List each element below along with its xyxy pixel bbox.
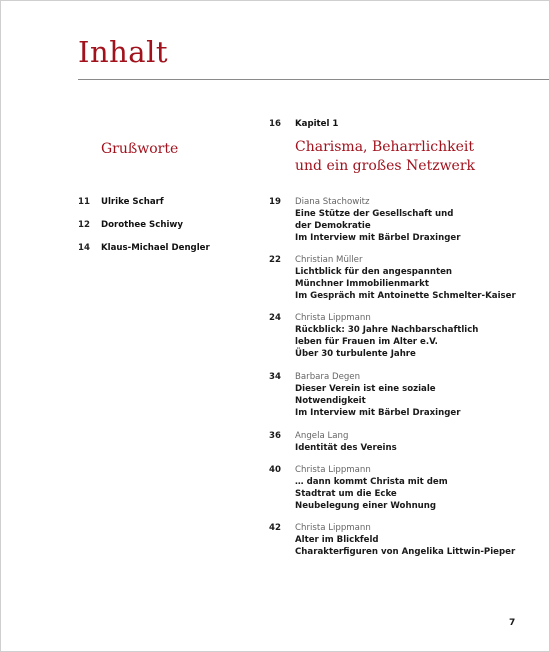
toc-line: Rückblick: 30 Jahre Nachbarschaftlich (295, 325, 479, 335)
toc-page-number: 19 (269, 197, 281, 207)
toc-page-number: 14 (78, 243, 90, 253)
toc-line: Eine Stütze der Gesellschaft und (295, 209, 454, 219)
page-title: Inhalt (78, 35, 169, 69)
toc-page-number: 36 (269, 431, 281, 441)
toc-page-number: 22 (269, 255, 281, 265)
chapter-page-number: 16 (269, 119, 281, 129)
toc-line: leben für Frauen im Alter e.V. (295, 337, 438, 347)
toc-line: Im Gespräch mit Antoinette Schmelter-Kaiser (295, 291, 516, 301)
toc-page-number: 34 (269, 372, 281, 382)
toc-line: Über 30 turbulente Jahre (295, 349, 416, 359)
toc-line: Alter im Blickfeld (295, 535, 379, 545)
toc-line: der Demokratie (295, 221, 371, 231)
chapter-title-line1: Charisma, Beharrlichkeit (295, 139, 474, 155)
toc-line: Münchner Immobilienmarkt (295, 279, 429, 289)
toc-item: Dorothee Schiwy (101, 220, 183, 230)
toc-author: Christa Lippmann (295, 523, 371, 533)
page-number: 7 (509, 618, 516, 628)
toc-line: Charakterfiguren von Angelika Littwin-Pieper (295, 547, 516, 557)
toc-line: Im Interview mit Bärbel Draxinger (295, 408, 461, 418)
toc-author: Christa Lippmann (295, 313, 371, 323)
toc-author: Christa Lippmann (295, 465, 371, 475)
toc-line: Neubelegung einer Wohnung (295, 501, 437, 511)
toc-item: Ulrike Scharf (101, 197, 164, 207)
chapter-title-line2: und ein großes Netzwerk (295, 158, 476, 174)
toc-author: Diana Stachowitz (295, 197, 370, 207)
title-rule (78, 79, 549, 80)
toc-line: … dann kommt Christa mit dem (295, 477, 448, 487)
toc-author: Christian Müller (295, 255, 363, 265)
toc-line: Im Interview mit Bärbel Draxinger (295, 233, 461, 243)
toc-page-number: 40 (269, 465, 281, 475)
toc-page-number: 12 (78, 220, 90, 230)
chapter-label: Kapitel 1 (295, 119, 339, 129)
toc-page-number: 42 (269, 523, 281, 533)
toc-line: Dieser Verein ist eine soziale (295, 384, 436, 394)
toc-line: Stadtrat um die Ecke (295, 489, 397, 499)
toc-line: Lichtblick für den angespannten (295, 267, 453, 277)
toc-line: Notwendigkeit (295, 396, 366, 406)
toc-line: Identität des Vereins (295, 443, 397, 453)
section-title-grussworte: Grußworte (101, 141, 179, 157)
toc-item: Klaus-Michael Dengler (101, 243, 210, 253)
toc-page-number: 11 (78, 197, 90, 207)
toc-author: Angela Lang (295, 431, 349, 441)
toc-page-number: 24 (269, 313, 281, 323)
toc-author: Barbara Degen (295, 372, 361, 382)
